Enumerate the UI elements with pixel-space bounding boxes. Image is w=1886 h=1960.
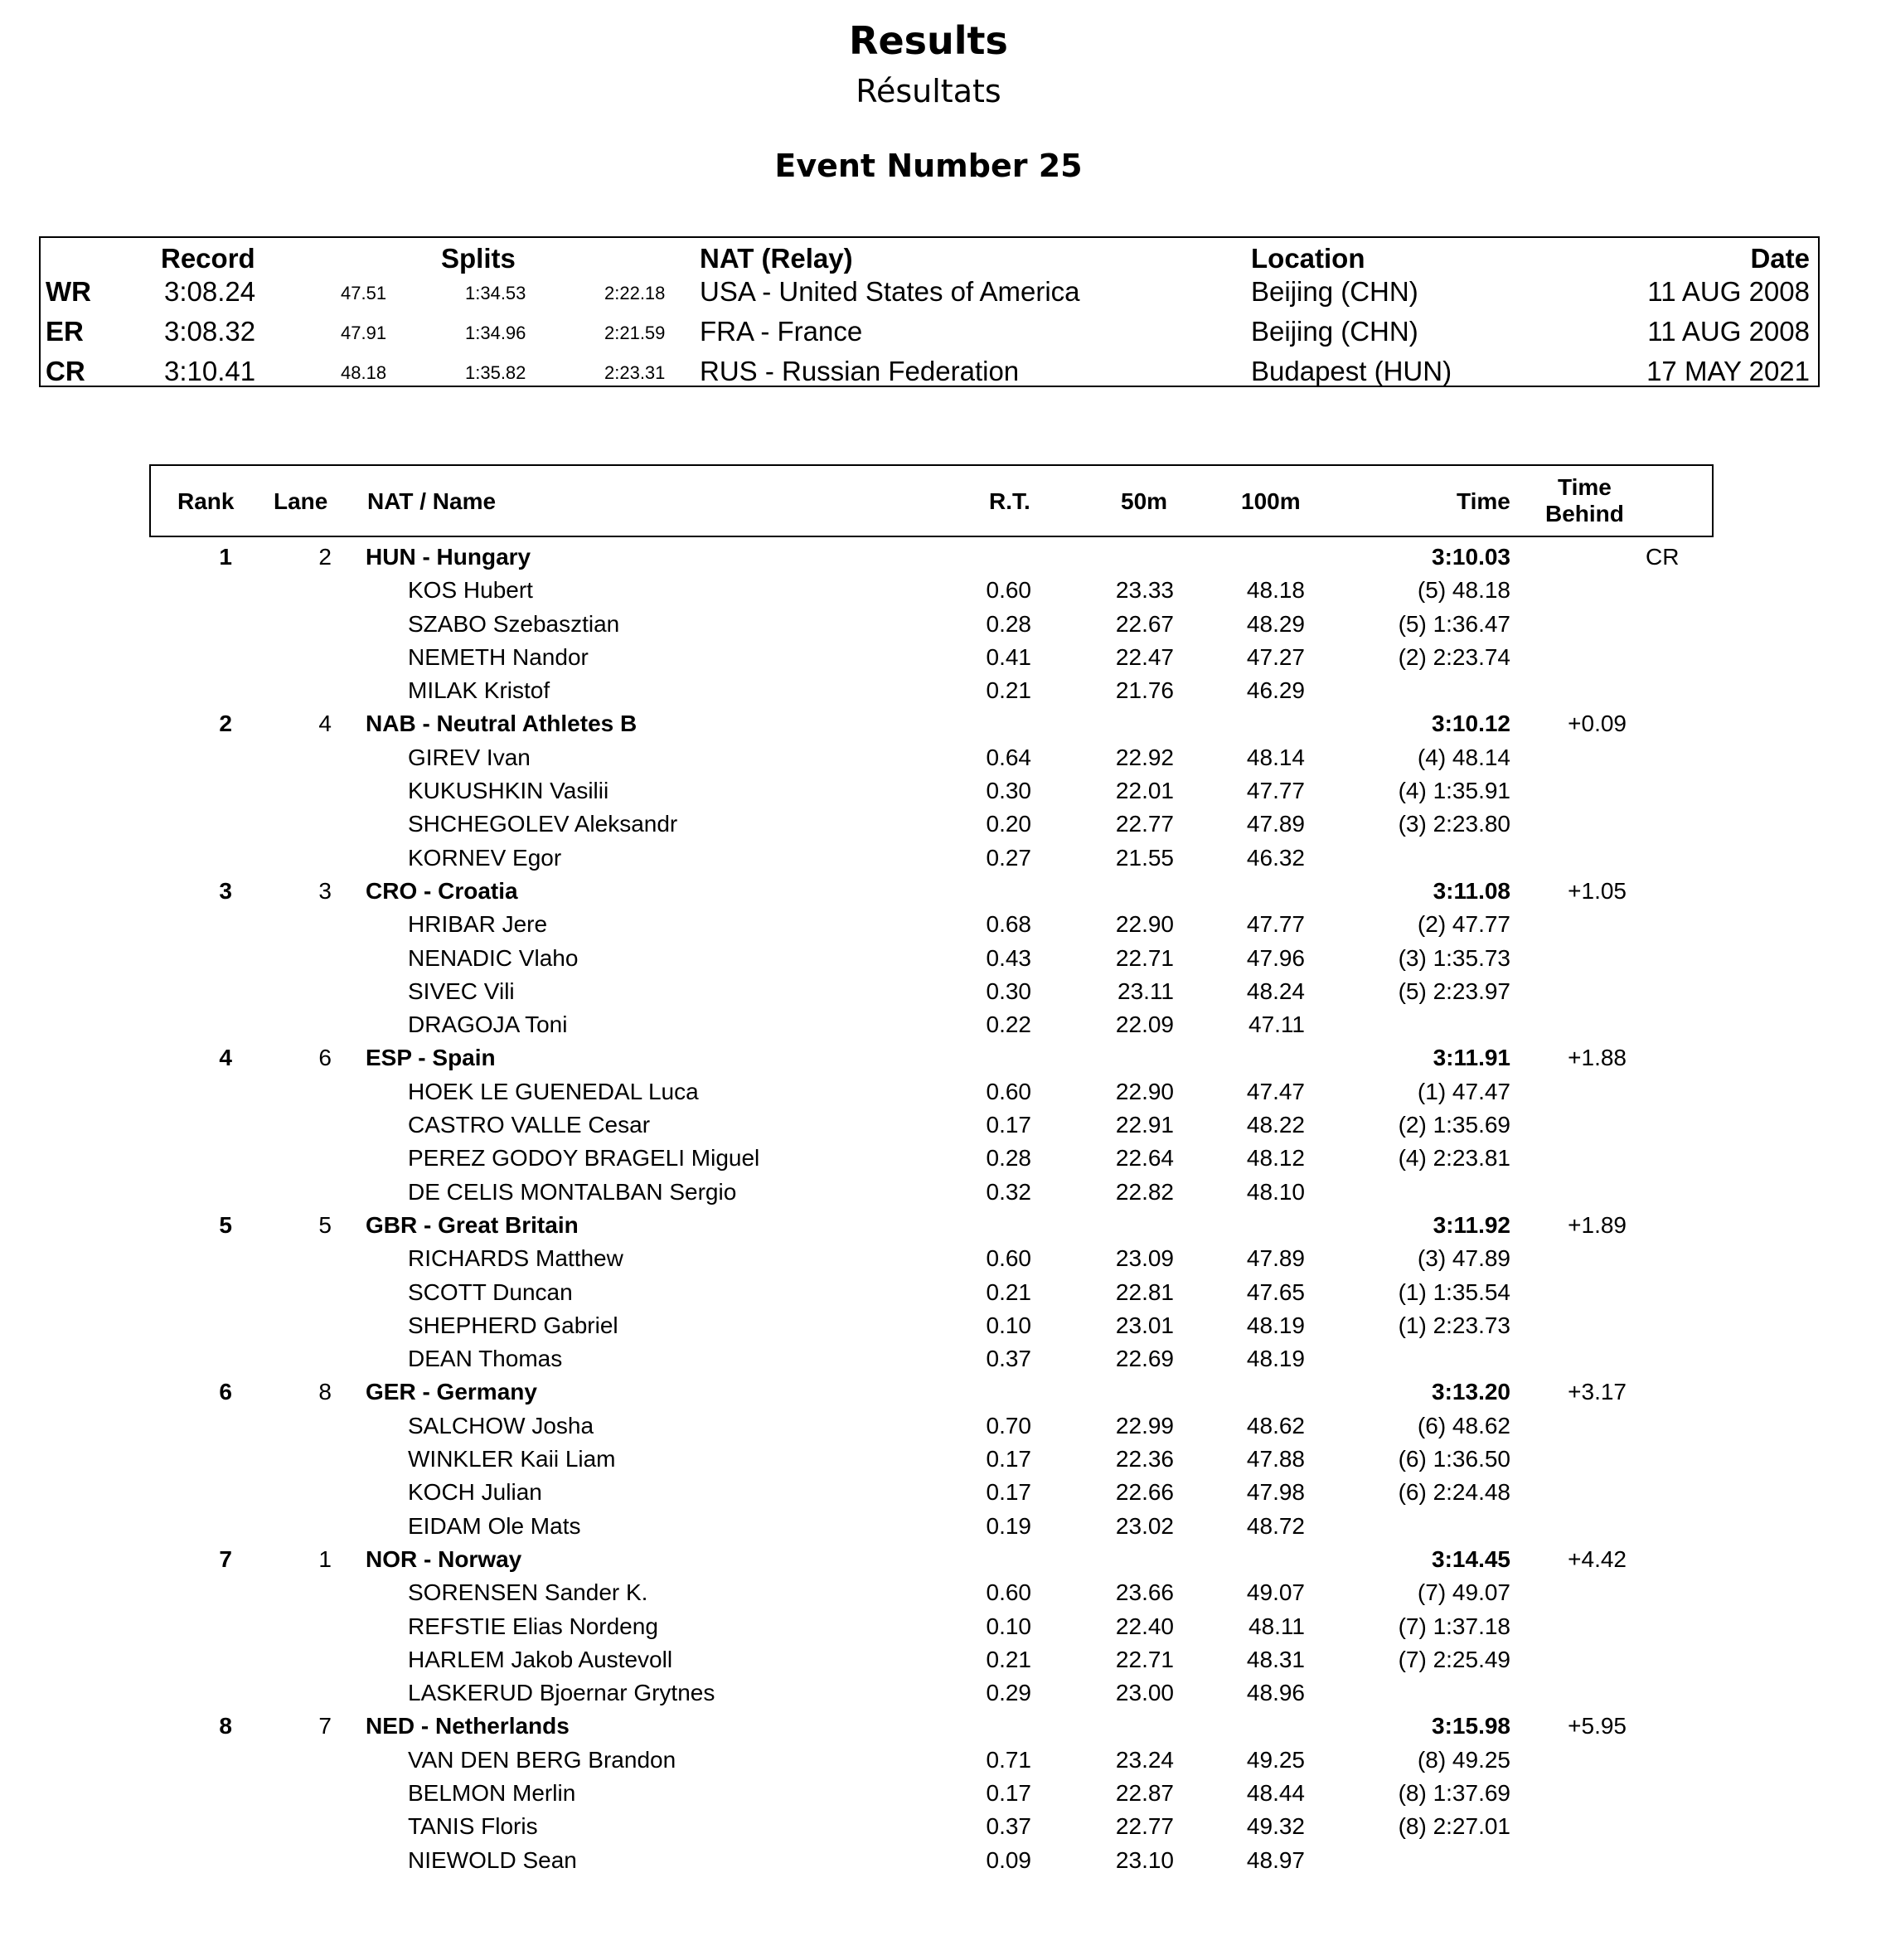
swimmer-name: REFSTIE Elias Nordeng bbox=[408, 1613, 658, 1639]
team-name: HUN - Hungary bbox=[366, 544, 531, 570]
page-title: Results bbox=[849, 18, 1008, 63]
swimmer-split-100m: 48.19 bbox=[1246, 1346, 1305, 1371]
swimmer-cumulative-time: (7) 49.07 bbox=[1417, 1579, 1510, 1605]
header-time: Time bbox=[1457, 488, 1510, 514]
swimmer-row bbox=[0, 1810, 1886, 1843]
swimmer-reaction-time: 0.32 bbox=[986, 1179, 1031, 1205]
swimmer-name: MILAK Kristof bbox=[408, 677, 550, 703]
swimmer-split-100m: 48.22 bbox=[1246, 1112, 1305, 1138]
swimmer-name: SORENSEN Sander K. bbox=[408, 1579, 648, 1605]
records-header-date: Date bbox=[1750, 243, 1810, 274]
record-split-100: 1:35.82 bbox=[465, 362, 526, 383]
team-lane: 4 bbox=[318, 711, 332, 736]
swimmer-split-50m: 22.92 bbox=[1115, 745, 1174, 770]
swimmer-reaction-time: 0.17 bbox=[986, 1446, 1031, 1472]
swimmer-split-50m: 22.71 bbox=[1115, 1647, 1174, 1672]
swimmer-row bbox=[0, 1109, 1886, 1142]
swimmer-row bbox=[0, 1744, 1886, 1777]
swimmer-name: BELMON Merlin bbox=[408, 1780, 576, 1806]
swimmer-split-100m: 47.89 bbox=[1246, 1245, 1305, 1271]
swimmer-name: SHEPHERD Gabriel bbox=[408, 1312, 618, 1338]
record-location: Budapest (HUN) bbox=[1251, 356, 1452, 386]
team-row bbox=[0, 1543, 1886, 1576]
header-nat-name: NAT / Name bbox=[367, 488, 497, 514]
swimmer-row bbox=[0, 1443, 1886, 1476]
swimmer-split-50m: 23.00 bbox=[1115, 1680, 1174, 1705]
swimmer-reaction-time: 0.21 bbox=[986, 1647, 1031, 1672]
swimmer-row bbox=[0, 1309, 1886, 1342]
swimmer-split-100m: 48.10 bbox=[1246, 1179, 1305, 1205]
swimmer-split-100m: 46.32 bbox=[1246, 845, 1305, 871]
swimmer-split-50m: 23.09 bbox=[1115, 1245, 1174, 1271]
team-time: 3:13.20 bbox=[1432, 1379, 1510, 1405]
team-rank: 5 bbox=[219, 1212, 232, 1238]
swimmer-cumulative-time: (2) 47.77 bbox=[1417, 911, 1510, 937]
team-time-behind: +1.05 bbox=[1568, 878, 1627, 904]
swimmer-reaction-time: 0.37 bbox=[986, 1813, 1031, 1839]
team-row bbox=[0, 1375, 1886, 1409]
header-100m: 100m bbox=[1241, 488, 1301, 514]
swimmer-cumulative-time: (4) 1:35.91 bbox=[1398, 778, 1510, 803]
team-name: GER - Germany bbox=[366, 1379, 537, 1405]
record-split-150: 2:21.59 bbox=[604, 323, 666, 343]
swimmer-cumulative-time: (8) 49.25 bbox=[1417, 1747, 1510, 1773]
swimmer-cumulative-time: (8) 1:37.69 bbox=[1398, 1780, 1510, 1806]
swimmer-split-100m: 47.27 bbox=[1246, 644, 1305, 670]
swimmer-reaction-time: 0.28 bbox=[986, 1145, 1031, 1171]
swimmer-row bbox=[0, 1643, 1886, 1676]
team-rank: 4 bbox=[219, 1045, 232, 1070]
header-rt: R.T. bbox=[989, 488, 1030, 514]
record-nat: USA - United States of America bbox=[700, 276, 1080, 307]
swimmer-reaction-time: 0.19 bbox=[986, 1513, 1031, 1539]
team-row bbox=[0, 707, 1886, 740]
swimmer-split-50m: 22.69 bbox=[1115, 1346, 1174, 1371]
swimmer-reaction-time: 0.27 bbox=[986, 845, 1031, 871]
swimmer-cumulative-time: (6) 2:24.48 bbox=[1398, 1479, 1510, 1505]
swimmer-split-50m: 23.33 bbox=[1115, 577, 1174, 603]
swimmer-split-100m: 47.65 bbox=[1246, 1279, 1305, 1305]
swimmer-split-100m: 47.98 bbox=[1246, 1479, 1305, 1505]
swimmer-split-100m: 47.96 bbox=[1246, 945, 1305, 971]
swimmer-cumulative-time: (6) 1:36.50 bbox=[1398, 1446, 1510, 1472]
swimmer-cumulative-time: (3) 1:35.73 bbox=[1398, 945, 1510, 971]
swimmer-cumulative-time: (4) 2:23.81 bbox=[1398, 1145, 1510, 1171]
swimmer-reaction-time: 0.37 bbox=[986, 1346, 1031, 1371]
swimmer-split-100m: 48.96 bbox=[1246, 1680, 1305, 1705]
swimmer-split-50m: 22.71 bbox=[1115, 945, 1174, 971]
swimmer-split-50m: 23.02 bbox=[1115, 1513, 1174, 1539]
swimmer-split-100m: 48.24 bbox=[1246, 978, 1305, 1004]
swimmer-name: KUKUSHKIN Vasilii bbox=[408, 778, 609, 803]
record-nat: RUS - Russian Federation bbox=[700, 356, 1020, 386]
swimmer-cumulative-time: (3) 47.89 bbox=[1417, 1245, 1510, 1271]
swimmer-name: NENADIC Vlaho bbox=[408, 945, 579, 971]
swimmer-split-50m: 22.64 bbox=[1115, 1145, 1174, 1171]
swimmer-split-100m: 48.19 bbox=[1246, 1312, 1305, 1338]
team-row bbox=[0, 541, 1886, 574]
record-code: ER bbox=[46, 316, 84, 347]
swimmer-row bbox=[0, 942, 1886, 975]
record-location: Beijing (CHN) bbox=[1251, 276, 1418, 307]
swimmer-split-50m: 22.36 bbox=[1115, 1446, 1174, 1472]
swimmer-reaction-time: 0.68 bbox=[986, 911, 1031, 937]
swimmer-name: HARLEM Jakob Austevoll bbox=[408, 1647, 673, 1672]
record-split-100: 1:34.53 bbox=[465, 283, 526, 303]
team-row bbox=[0, 875, 1886, 908]
page-subtitle: Résultats bbox=[856, 73, 1001, 109]
swimmer-split-50m: 23.24 bbox=[1115, 1747, 1174, 1773]
swimmer-reaction-time: 0.43 bbox=[986, 945, 1031, 971]
record-date: 11 AUG 2008 bbox=[1647, 276, 1810, 307]
team-lane: 2 bbox=[318, 544, 332, 570]
team-time: 3:14.45 bbox=[1432, 1546, 1510, 1572]
team-time-behind: +3.17 bbox=[1568, 1379, 1627, 1405]
header-time-behind-line1: Time bbox=[1558, 474, 1612, 500]
swimmer-name: SIVEC Vili bbox=[408, 978, 515, 1004]
swimmer-cumulative-time: (7) 2:25.49 bbox=[1398, 1647, 1510, 1672]
swimmer-reaction-time: 0.22 bbox=[986, 1012, 1031, 1037]
swimmer-cumulative-time: (4) 48.14 bbox=[1417, 745, 1510, 770]
swimmer-split-50m: 23.11 bbox=[1118, 978, 1174, 1004]
team-time: 3:10.12 bbox=[1432, 711, 1510, 736]
swimmer-cumulative-time: (5) 2:23.97 bbox=[1398, 978, 1510, 1004]
swimmer-name: RICHARDS Matthew bbox=[408, 1245, 623, 1271]
swimmer-cumulative-time: (7) 1:37.18 bbox=[1398, 1613, 1510, 1639]
swimmer-split-100m: 47.77 bbox=[1246, 778, 1305, 803]
swimmer-row bbox=[0, 842, 1886, 875]
swimmer-name: SCOTT Duncan bbox=[408, 1279, 573, 1305]
swimmer-reaction-time: 0.21 bbox=[986, 677, 1031, 703]
team-time: 3:11.91 bbox=[1433, 1045, 1510, 1070]
swimmer-name: SZABO Szebasztian bbox=[408, 611, 620, 637]
swimmer-split-50m: 21.55 bbox=[1115, 845, 1174, 871]
swimmer-name: GIREV Ivan bbox=[408, 745, 531, 770]
swimmer-reaction-time: 0.09 bbox=[986, 1847, 1031, 1873]
swimmer-reaction-time: 0.17 bbox=[986, 1780, 1031, 1806]
record-time: 3:08.32 bbox=[164, 316, 256, 347]
team-rank: 6 bbox=[219, 1379, 232, 1405]
team-time: 3:11.08 bbox=[1433, 878, 1510, 904]
swimmer-row bbox=[0, 1409, 1886, 1443]
swimmer-name: DRAGOJA Toni bbox=[408, 1012, 568, 1037]
swimmer-row bbox=[0, 1576, 1886, 1609]
swimmer-split-50m: 22.66 bbox=[1115, 1479, 1174, 1505]
swimmer-name: EIDAM Ole Mats bbox=[408, 1513, 581, 1539]
record-nat: FRA - France bbox=[700, 316, 863, 347]
swimmer-split-100m: 48.14 bbox=[1246, 745, 1305, 770]
swimmer-split-50m: 22.67 bbox=[1115, 611, 1174, 637]
swimmer-cumulative-time: (2) 1:35.69 bbox=[1398, 1112, 1510, 1138]
team-rank: 2 bbox=[219, 711, 232, 736]
swimmer-split-100m: 48.44 bbox=[1246, 1780, 1305, 1806]
swimmer-cumulative-time: (1) 2:23.73 bbox=[1398, 1312, 1510, 1338]
record-split-50: 47.51 bbox=[341, 283, 387, 303]
record-time: 3:08.24 bbox=[164, 276, 256, 307]
team-lane: 7 bbox=[318, 1713, 332, 1739]
swimmer-reaction-time: 0.28 bbox=[986, 611, 1031, 637]
team-name: CRO - Croatia bbox=[366, 878, 518, 904]
swimmer-row bbox=[0, 774, 1886, 808]
swimmer-split-100m: 48.18 bbox=[1246, 577, 1305, 603]
swimmer-split-50m: 23.66 bbox=[1115, 1579, 1174, 1605]
swimmer-reaction-time: 0.60 bbox=[986, 1579, 1031, 1605]
swimmer-split-100m: 48.31 bbox=[1246, 1647, 1305, 1672]
record-code: WR bbox=[46, 276, 91, 307]
record-date: 17 MAY 2021 bbox=[1646, 356, 1810, 386]
team-time-behind: +1.89 bbox=[1568, 1212, 1627, 1238]
record-time: 3:10.41 bbox=[164, 356, 256, 386]
swimmer-name: HOEK LE GUENEDAL Luca bbox=[408, 1079, 699, 1104]
records-table bbox=[39, 236, 1820, 387]
record-date: 11 AUG 2008 bbox=[1647, 316, 1810, 347]
swimmer-reaction-time: 0.17 bbox=[986, 1479, 1031, 1505]
team-rank: 8 bbox=[219, 1713, 232, 1739]
swimmer-row bbox=[0, 1242, 1886, 1275]
team-record-flag: CR bbox=[1646, 544, 1680, 570]
swimmer-name: CASTRO VALLE Cesar bbox=[408, 1112, 651, 1138]
swimmer-reaction-time: 0.60 bbox=[986, 1079, 1031, 1104]
header-lane: Lane bbox=[274, 488, 328, 514]
record-location: Beijing (CHN) bbox=[1251, 316, 1418, 347]
swimmer-name: KOS Hubert bbox=[408, 577, 533, 603]
swimmer-row bbox=[0, 908, 1886, 941]
swimmer-reaction-time: 0.70 bbox=[986, 1413, 1031, 1438]
record-row bbox=[41, 316, 1818, 356]
swimmer-name: SHCHEGOLEV Aleksandr bbox=[408, 811, 678, 837]
swimmer-split-100m: 48.97 bbox=[1246, 1847, 1305, 1873]
swimmer-split-50m: 22.90 bbox=[1115, 1079, 1174, 1104]
records-header-record: Record bbox=[161, 243, 255, 274]
swimmer-reaction-time: 0.30 bbox=[986, 978, 1031, 1004]
swimmer-cumulative-time: (1) 1:35.54 bbox=[1398, 1279, 1510, 1305]
swimmer-reaction-time: 0.71 bbox=[986, 1747, 1031, 1773]
swimmer-reaction-time: 0.60 bbox=[986, 577, 1031, 603]
swimmer-row bbox=[0, 741, 1886, 774]
record-code: CR bbox=[46, 356, 85, 386]
swimmer-split-100m: 48.72 bbox=[1246, 1513, 1305, 1539]
swimmer-reaction-time: 0.29 bbox=[986, 1680, 1031, 1705]
swimmer-name: VAN DEN BERG Brandon bbox=[408, 1747, 676, 1773]
team-time-behind: +1.88 bbox=[1568, 1045, 1627, 1070]
team-rank: 3 bbox=[219, 878, 232, 904]
team-name: NOR - Norway bbox=[366, 1546, 522, 1572]
record-split-50: 47.91 bbox=[341, 323, 387, 343]
swimmer-cumulative-time: (3) 2:23.80 bbox=[1398, 811, 1510, 837]
swimmer-split-50m: 22.90 bbox=[1115, 911, 1174, 937]
swimmer-row bbox=[0, 641, 1886, 674]
header-50m: 50m bbox=[1121, 488, 1168, 514]
swimmer-row bbox=[0, 574, 1886, 607]
swimmer-split-50m: 22.47 bbox=[1115, 644, 1174, 670]
swimmer-name: HRIBAR Jere bbox=[408, 911, 548, 937]
swimmer-reaction-time: 0.20 bbox=[986, 811, 1031, 837]
swimmer-split-100m: 46.29 bbox=[1246, 677, 1305, 703]
team-time: 3:11.92 bbox=[1433, 1212, 1510, 1238]
record-split-100: 1:34.96 bbox=[465, 323, 526, 343]
swimmer-split-50m: 22.40 bbox=[1115, 1613, 1174, 1639]
swimmer-row bbox=[0, 1342, 1886, 1375]
swimmer-row bbox=[0, 808, 1886, 841]
swimmer-split-100m: 47.77 bbox=[1246, 911, 1305, 937]
swimmer-name: KOCH Julian bbox=[408, 1479, 542, 1505]
team-time: 3:10.03 bbox=[1432, 544, 1510, 570]
swimmer-reaction-time: 0.64 bbox=[986, 745, 1031, 770]
swimmer-split-100m: 48.29 bbox=[1246, 611, 1305, 637]
swimmer-split-100m: 48.62 bbox=[1246, 1413, 1305, 1438]
swimmer-reaction-time: 0.10 bbox=[986, 1312, 1031, 1338]
team-time: 3:15.98 bbox=[1432, 1713, 1510, 1739]
team-lane: 1 bbox=[318, 1546, 332, 1572]
record-split-50: 48.18 bbox=[341, 362, 387, 383]
swimmer-row bbox=[0, 1276, 1886, 1309]
swimmer-split-50m: 21.76 bbox=[1115, 677, 1174, 703]
swimmer-row bbox=[0, 1777, 1886, 1810]
swimmer-split-50m: 22.09 bbox=[1115, 1012, 1174, 1037]
swimmer-split-50m: 23.01 bbox=[1115, 1312, 1174, 1338]
records-header-location: Location bbox=[1251, 243, 1365, 274]
team-row bbox=[0, 1041, 1886, 1075]
header-time-behind-line2: Behind bbox=[1545, 501, 1624, 526]
swimmer-split-100m: 47.47 bbox=[1246, 1079, 1305, 1104]
swimmer-split-50m: 22.87 bbox=[1115, 1780, 1174, 1806]
swimmer-split-100m: 47.89 bbox=[1246, 811, 1305, 837]
team-rank: 7 bbox=[219, 1546, 232, 1572]
team-name: NED - Netherlands bbox=[366, 1713, 570, 1739]
swimmer-split-50m: 22.91 bbox=[1115, 1112, 1174, 1138]
swimmer-cumulative-time: (1) 47.47 bbox=[1417, 1079, 1510, 1104]
swimmer-row bbox=[0, 1476, 1886, 1509]
swimmer-name: DE CELIS MONTALBAN Sergio bbox=[408, 1179, 737, 1205]
swimmer-split-100m: 48.12 bbox=[1246, 1145, 1305, 1171]
record-split-150: 2:23.31 bbox=[604, 362, 666, 383]
team-time-behind: +5.95 bbox=[1568, 1713, 1627, 1739]
swimmer-row bbox=[0, 608, 1886, 641]
swimmer-cumulative-time: (8) 2:27.01 bbox=[1398, 1813, 1510, 1839]
swimmer-name: NEMETH Nandor bbox=[408, 644, 589, 670]
swimmer-name: KORNEV Egor bbox=[408, 845, 562, 871]
swimmer-split-100m: 49.32 bbox=[1246, 1813, 1305, 1839]
team-time-behind: +4.42 bbox=[1568, 1546, 1627, 1572]
swimmer-name: WINKLER Kaii Liam bbox=[408, 1446, 616, 1472]
team-name: NAB - Neutral Athletes B bbox=[366, 711, 638, 736]
team-lane: 8 bbox=[318, 1379, 332, 1405]
record-row bbox=[41, 356, 1818, 395]
team-name: ESP - Spain bbox=[366, 1045, 496, 1070]
swimmer-reaction-time: 0.21 bbox=[986, 1279, 1031, 1305]
swimmer-split-50m: 22.77 bbox=[1115, 811, 1174, 837]
swimmer-split-100m: 48.11 bbox=[1248, 1613, 1305, 1639]
records-header-splits: Splits bbox=[441, 243, 516, 274]
team-rank: 1 bbox=[219, 544, 232, 570]
swimmer-split-50m: 22.99 bbox=[1115, 1413, 1174, 1438]
swimmer-cumulative-time: (2) 2:23.74 bbox=[1398, 644, 1510, 670]
swimmer-row bbox=[0, 1008, 1886, 1041]
swimmer-split-50m: 23.10 bbox=[1115, 1847, 1174, 1873]
swimmer-row bbox=[0, 1844, 1886, 1877]
swimmer-row bbox=[0, 975, 1886, 1008]
team-lane: 5 bbox=[318, 1212, 332, 1238]
swimmer-reaction-time: 0.41 bbox=[986, 644, 1031, 670]
swimmer-split-100m: 47.11 bbox=[1248, 1012, 1305, 1037]
records-header-nat: NAT (Relay) bbox=[700, 243, 853, 274]
swimmer-split-100m: 49.25 bbox=[1246, 1747, 1305, 1773]
event-number: Event Number 25 bbox=[774, 148, 1083, 184]
swimmer-split-100m: 47.88 bbox=[1246, 1446, 1305, 1472]
swimmer-name: LASKERUD Bjoernar Grytnes bbox=[408, 1680, 715, 1705]
swimmer-split-50m: 22.82 bbox=[1115, 1179, 1174, 1205]
swimmer-cumulative-time: (5) 1:36.47 bbox=[1398, 611, 1510, 637]
team-lane: 3 bbox=[318, 878, 332, 904]
swimmer-row bbox=[0, 674, 1886, 707]
swimmer-row bbox=[0, 1176, 1886, 1209]
swimmer-name: NIEWOLD Sean bbox=[408, 1847, 577, 1873]
team-lane: 6 bbox=[318, 1045, 332, 1070]
swimmer-name: PEREZ GODOY BRAGELI Miguel bbox=[408, 1145, 760, 1171]
record-row bbox=[41, 276, 1818, 316]
swimmer-row bbox=[0, 1142, 1886, 1175]
swimmer-cumulative-time: (6) 48.62 bbox=[1417, 1413, 1510, 1438]
swimmer-reaction-time: 0.60 bbox=[986, 1245, 1031, 1271]
team-time-behind: +0.09 bbox=[1568, 711, 1627, 736]
swimmer-split-50m: 22.81 bbox=[1115, 1279, 1174, 1305]
swimmer-name: DEAN Thomas bbox=[408, 1346, 563, 1371]
swimmer-row bbox=[0, 1610, 1886, 1643]
swimmer-reaction-time: 0.17 bbox=[986, 1112, 1031, 1138]
swimmer-split-50m: 22.01 bbox=[1115, 778, 1174, 803]
swimmer-reaction-time: 0.30 bbox=[986, 778, 1031, 803]
team-name: GBR - Great Britain bbox=[366, 1212, 579, 1238]
team-row bbox=[0, 1710, 1886, 1743]
swimmer-row bbox=[0, 1676, 1886, 1710]
team-row bbox=[0, 1209, 1886, 1242]
swimmer-name: TANIS Floris bbox=[408, 1813, 538, 1839]
swimmer-reaction-time: 0.10 bbox=[986, 1613, 1031, 1639]
header-rank: Rank bbox=[177, 488, 235, 514]
swimmer-row bbox=[0, 1510, 1886, 1543]
results-header bbox=[149, 464, 1714, 537]
swimmer-cumulative-time: (5) 48.18 bbox=[1417, 577, 1510, 603]
header-time-behind bbox=[1545, 474, 1624, 527]
swimmer-name: SALCHOW Josha bbox=[408, 1413, 594, 1438]
swimmer-split-100m: 49.07 bbox=[1246, 1579, 1305, 1605]
swimmer-row bbox=[0, 1075, 1886, 1109]
record-split-150: 2:22.18 bbox=[604, 283, 666, 303]
swimmer-split-50m: 22.77 bbox=[1115, 1813, 1174, 1839]
